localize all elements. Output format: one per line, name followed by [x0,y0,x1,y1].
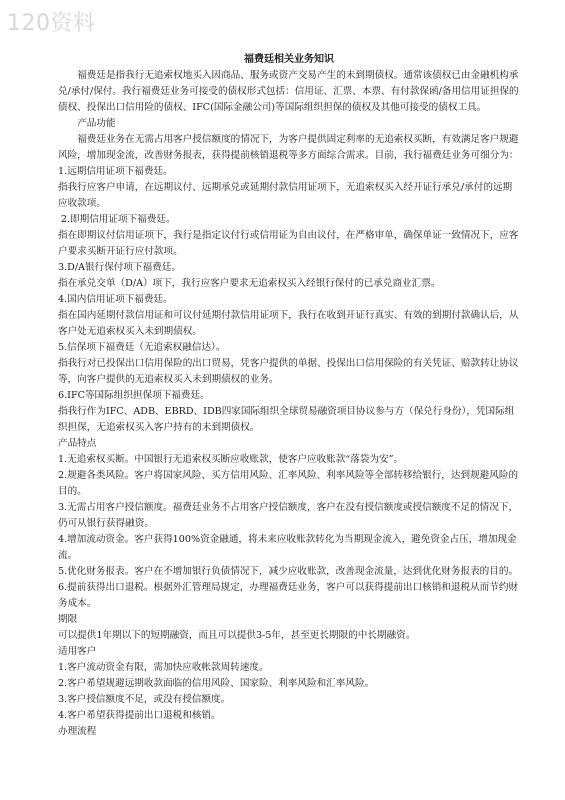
subtype-item [58,388,520,436]
customer-item: 1.客户流动资金有限，需加快应收帐款周转速度。 [58,662,269,673]
subtype-description: 指在承兑交单（D/A）项下，我行应客户要求无追索权买入经银行保付的已承兑商业汇票。 [58,278,441,289]
section-heading-process: 办理流程 [58,726,97,737]
term-paragraph: 可以提供1年期以下的短期融资，而且可以提供3-5年，甚至更长期限的中长期融资。 [58,630,416,641]
document-title: 福费廷相关业务知识 [244,54,334,65]
subtype-title: 2.即期信用证项下福费廷。 [60,214,176,225]
feature-item: 6.提前获得出口退税。根据外汇管理局规定，办理福费廷业务，客户可以获得提前出口核销和退税从而节约财务成本。 [58,582,519,609]
section-heading-features: 产品特点 [58,438,97,449]
subtype-title: 1.远期信用证项下福费廷。 [58,166,173,177]
feature-item: 2.规避各类风险。客户将国家风险、买方信用风险、汇率风险、利率风险等全部转移给银行，达到规避风险的目的。 [58,470,519,497]
subtype-description: 指我行作为IFC、ADB、EBRD、IDB四家国际组织全球贸易融资项目协议参与方（保兑行身份），凭国际组织担保，无追索权买入客户持有的未到期债权。 [58,406,515,433]
subtype-description: 指我行对已投保出口信用保险的出口贸易，凭客户提供的单据、投保出口信用保险的有关凭证、赔款转让协议等，向客户提供的无追索权买入未到期债权的业务。 [58,358,519,385]
customer-list [58,660,520,724]
feature-item: 4.增加流动资金。客户获得100%资金融通，将未来应收账款转化为当期现金流入，避免资金占压，增加现金流。 [58,534,517,561]
section-heading-function: 产品功能 [77,118,116,129]
intro-paragraph: 福费廷是指我行无追索权地买入因商品、服务或资产交易产生的未到期债权。通常该债权已由金融机构承兑/承付/保付。我行福费廷业务可接受的债权形式包括：信用证、汇票、本票、有付款保函/备用信用证担保的债权、投保出口信用险的债权、IFC(国际金融公司)等国际组织担保的债权及其他可接受的债权工具。 [58,70,519,113]
document-body [58,52,520,740]
subtype-title: 5.信保项下福费廷（无追索权融信达）。 [58,342,226,353]
feature-item: 5.优化财务报表。客户在不增加银行负债情况下，减少应收账款，改善现金流量，达到优化财务报表的目的。 [58,566,519,577]
subtype-description: 指我行应客户申请，在远期议付、远期承兑或延期付款信用证项下，无追索权买入经开证行承兑/承付的远期应收款项。 [58,182,513,209]
subtype-title: 6.IFC等国际组织担保项下福费廷。 [58,390,210,401]
feature-item: 1.无追索权买断。中国银行无追索权买断应收账款，使客户应收账款“落袋为安”。 [58,454,404,465]
customer-item: 2.客户希望规避远期收款面临的信用风险、国家险、利率风险和汇率风险。 [58,678,375,689]
section-heading-customers: 适用客户 [58,646,97,657]
section-heading-term: 期限 [58,614,78,625]
subtype-item [58,292,520,340]
customer-item: 3.客户授信额度不足，或没有授信额度。 [58,694,231,705]
subtype-description: 指在即期议付信用证项下，我行是指定议付行或信用证为自由议付，在严格审单，确保单证一致情况下，应客户要求买断开证行应付款项。 [58,230,519,257]
subtype-item [58,212,520,260]
function-paragraph: 福费廷业务在无需占用客户授信额度的情况下，为客户提供固定利率的无追索权买断，有效满足客户规避风险，增加现金流，改善财务报表，获得提前核销退税等多方面综合需求。目前，我行福费廷业务可细分为： [58,134,519,161]
customer-item: 4.客户希望获得提前出口退税和核销。 [58,710,221,721]
subtype-description: 指在国内延期付款信用证和可议付延期付款信用证项下，我行在收到开证行真实、有效的到期付款确认后，从客户处无追索权买入未到期债权。 [58,310,519,337]
subtype-title: 3.D/A银行保付项下福费廷。 [58,262,181,273]
feature-list [58,452,520,612]
subtype-item [58,260,520,292]
subtype-title: 4.国内信用证项下福费廷。 [58,294,173,305]
subtype-item [58,340,520,388]
watermark: 120资料 [7,11,96,36]
subtype-list [58,164,520,436]
feature-item: 3.无需占用客户授信额度。福费廷业务不占用客户授信额度，客户在没有授信额度或授信额度不足的情况下，仍可从银行获得融资。 [58,502,519,529]
subtype-item [58,164,520,212]
